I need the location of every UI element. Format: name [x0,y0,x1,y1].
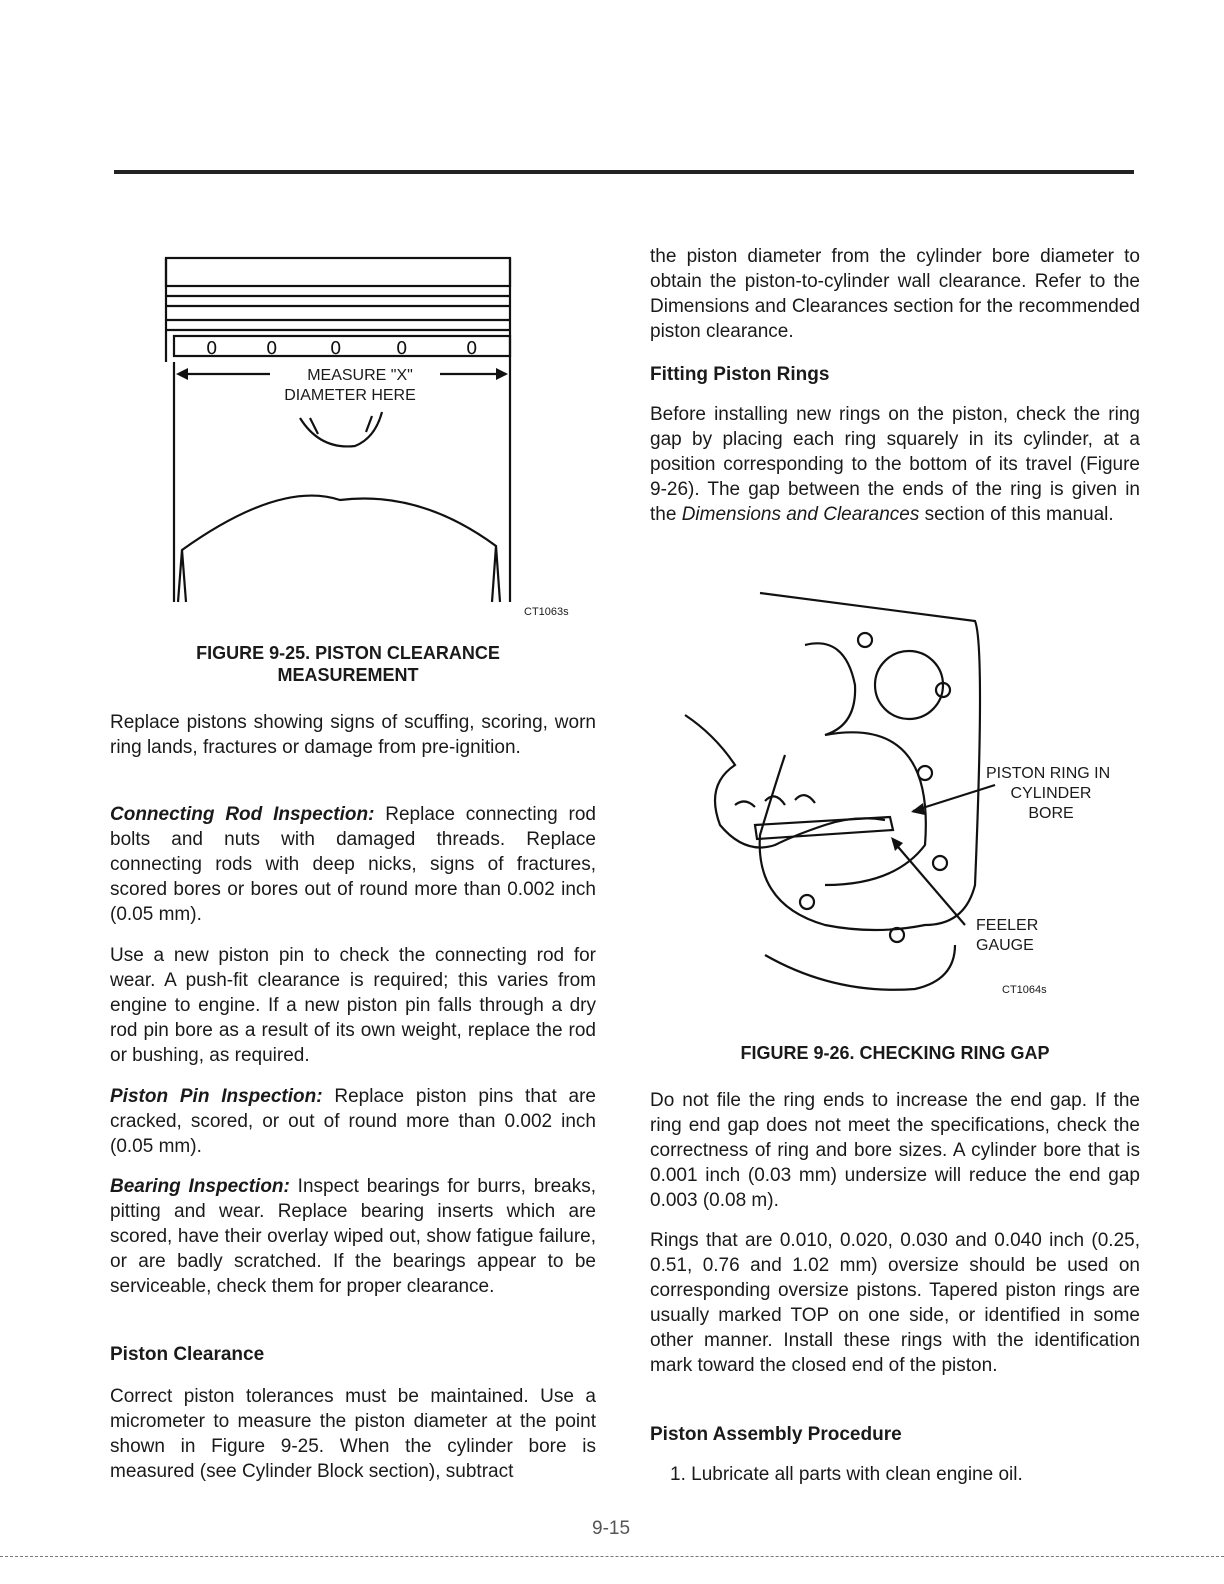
connecting-rod-text: Replace connecting rod bolts and nuts with damaged threads. Replace connecting rods with deep nicks, signs of fractures, scored bores or bores out of round more than 0.002 inch (0.05 mm). [110,804,596,925]
piston-pin-lead: Piston Pin Inspection: [110,1086,323,1107]
ring-gap-text-a: Before installing new rings on the piston, check the ring gap by placing each ring squarely in its cylinder, at a position corresponding to the bottom of its travel (Figure 9-26). The gap between the ends of the ring is given in the [650,404,1140,525]
svg-text:0: 0 [396,338,408,359]
right-paragraph-oversize: Rings that are 0.010, 0.020, 0.030 and 0.040 inch (0.25, 0.51, 0.76 and 1.02 mm) oversize should be used on corresponding oversize pistons. Tapered piston rings are usually marked TOP on one side, or identified in some other manner. Install these rings with the identification mark toward the closed end of the piston. [650,1230,1140,1376]
piston-pin-text: Replace piston pins that are cracked, scored, or out of round more than 0.002 inch (0.05 mm). [110,1086,596,1157]
fig925-label-measure: MEASURE "X" [307,367,413,384]
wrist-pin-boss [300,412,382,446]
fig926-label-feeler-line1: FEELER [976,917,1039,934]
ring-leader-line [913,785,995,811]
fig925-caption-line2: MEASUREMENT [277,665,419,685]
assembly-step-1: 1. Lubricate all parts with clean engine oil. [670,1464,1023,1485]
fig926-label-feeler-line2: GAUGE [976,937,1034,954]
bottom-rule [0,1556,1224,1558]
left-paragraph-bearing [110,1174,596,1299]
piston-skirt-arch [178,496,500,602]
ring-gap-text-b: section of this manual. [919,504,1114,525]
fig926-label-ring-line3: BORE [1028,805,1074,822]
right-paragraph-diameter: the piston diameter from the cylinder bore diameter to obtain the piston-to-cylinder wall clearance. Refer to the Dimensions and Clearances section for the recommended piston clearance. [650,246,1140,342]
fig926-caption: FIGURE 9-26. CHECKING RING GAP [740,1043,1050,1063]
left-paragraph-piston-pin-check: Use a new piston pin to check the connecting rod for wear. A push-fit clearance is required; this varies from engine to engine. If a new piston pin falls through a dry rod pin bore as a result of its own weight, replace the rod or bushing, as required. [110,945,596,1066]
bearing-lead: Bearing Inspection: [110,1176,290,1197]
ring-gap-diagram [675,585,1015,1005]
heading-piston-assembly: Piston Assembly Procedure [650,1424,902,1445]
right-paragraph-end-gap: Do not file the ring ends to increase the end gap. If the ring end gap does not meet the specifications, check the correctness of ring and bore sizes. A cylinder bore that is 0.001 inch (0.03 mm) undersize will reduce the end gap 0.003 (0.08 m). [650,1090,1140,1211]
left-paragraph-pistons: Replace pistons showing signs of scuffing, scoring, worn ring lands, fractures or damage from pre-ignition. [110,712,596,758]
fingers [735,795,815,807]
svg-text:0: 0 [330,338,342,359]
fig925-code: CT1063s [524,606,569,618]
right-paragraph-ring-gap [650,402,1140,527]
heading-piston-clearance: Piston Clearance [110,1344,265,1365]
left-paragraph-piston-pin [110,1084,596,1159]
feeler-gauge-blade [755,817,893,839]
fig926-label-ring-line1: PISTON RING IN [986,765,1111,782]
piston-crown [166,258,510,286]
bearing-text: Inspect bearings for burrs, breaks, pitting and wear. Replace bearing inserts which are scored, have their overlay wiped out, show fatigue failure, or are badly scratched. If the bearings appear to be serviceable, check them for proper clearance. [110,1176,596,1297]
hand-outline [685,715,885,848]
heading-fitting-piston-rings: Fitting Piston Rings [650,364,830,385]
oil-ring-land [174,336,510,356]
cylinder-bore-arc [805,643,855,735]
svg-text:0: 0 [266,338,278,359]
fig925-caption-line1: FIGURE 9-25. PISTON CLEARANCE [196,643,500,663]
bolt-hole-3 [918,766,932,780]
block-lower-edge [765,945,955,990]
left-paragraph-connecting-rod [110,802,596,927]
svg-text:0: 0 [206,338,218,359]
ring-gap-emphasis: Dimensions and Clearances [681,504,920,525]
page-number: 9-15 [592,1518,631,1539]
piston-diagram [160,250,520,610]
top-rule [114,170,1134,174]
connecting-rod-lead: Connecting Rod Inspection: [110,804,375,825]
svg-text:0: 0 [466,338,478,359]
bolt-hole-1 [858,633,872,647]
left-paragraph-clearance: Correct piston tolerances must be maintained. Use a micrometer to measure the piston diameter at the point shown in Figure 9-25. When the cylinder bore is measured (see Cylinder Block section), subtract [110,1386,596,1482]
cylinder-bore-small [875,651,943,719]
bolt-hole-4 [933,856,947,870]
bolt-hole-6 [800,895,814,909]
feeler-leader-line [893,841,965,925]
fig925-label-diameter: DIAMETER HERE [284,387,416,404]
fig926-code: CT1064s [1002,984,1047,996]
fig926-label-ring-line2: CYLINDER [1010,785,1092,802]
